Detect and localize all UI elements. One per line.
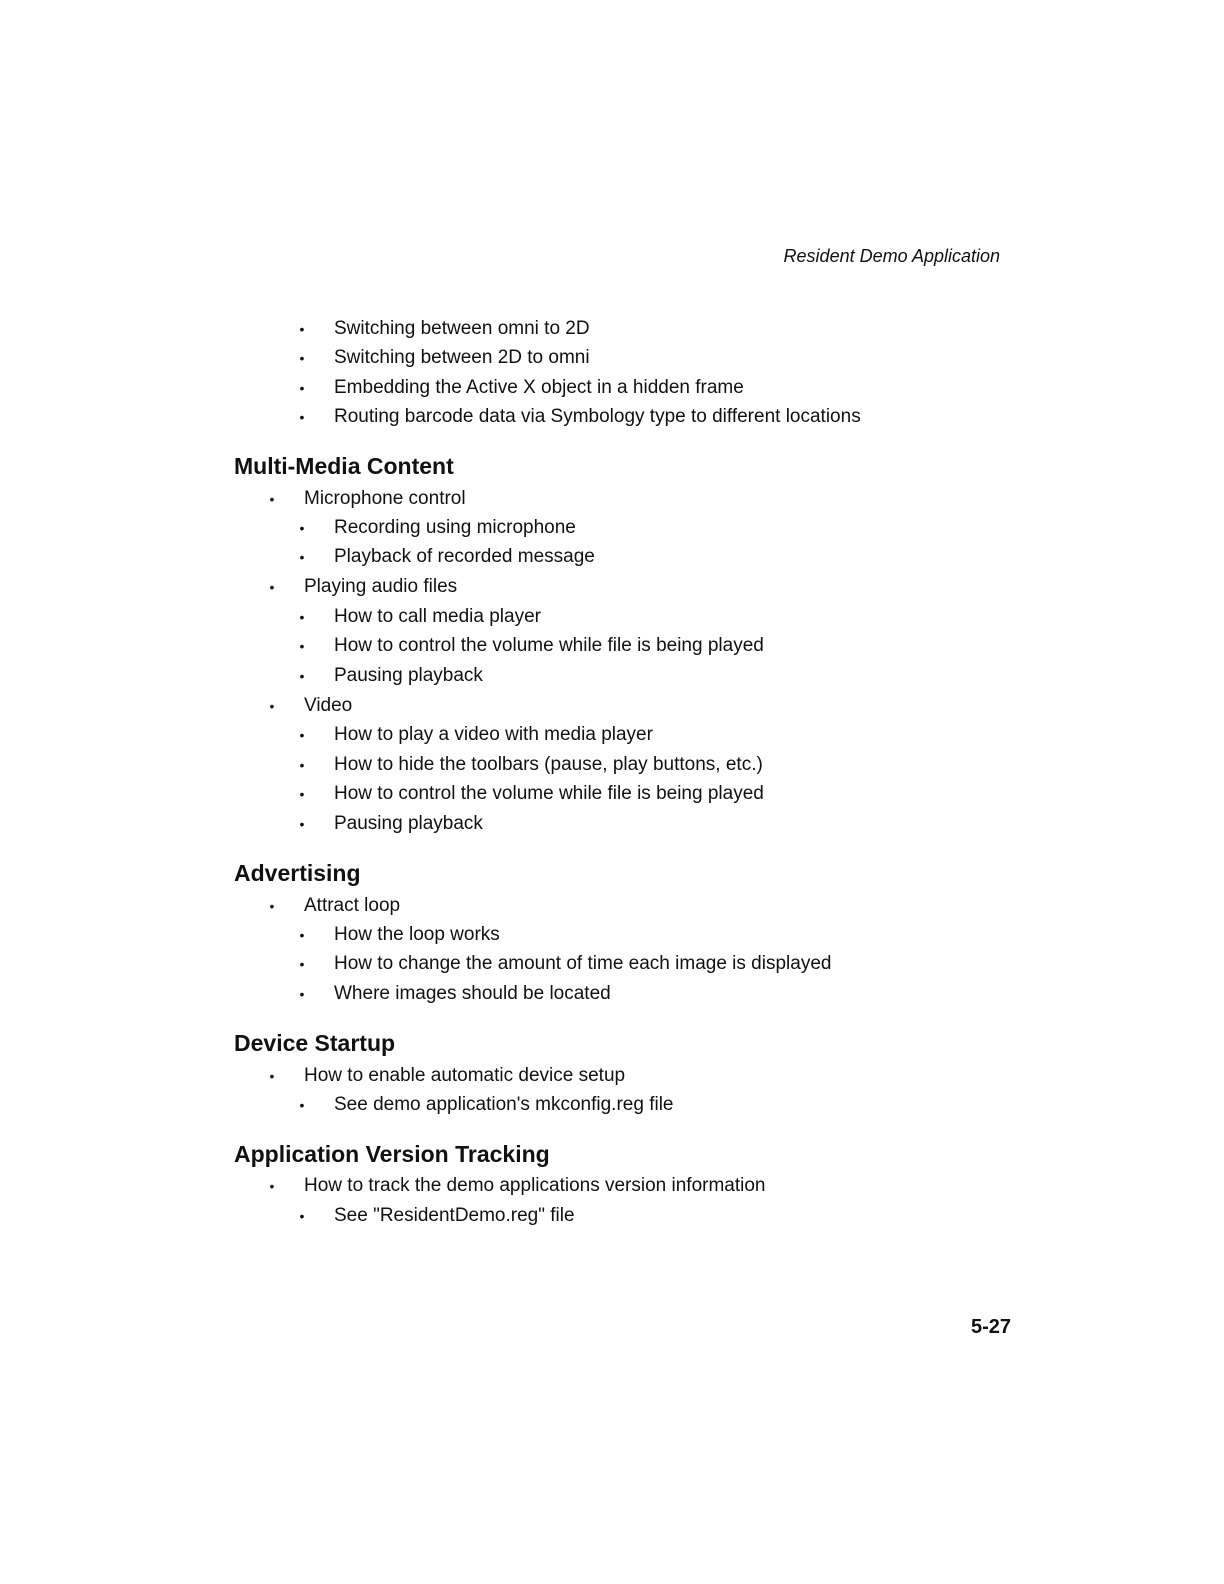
bullet-icon: • <box>299 956 305 972</box>
bullet-icon: • <box>299 638 305 654</box>
bullet-icon: • <box>269 579 275 595</box>
bullet-icon: • <box>269 1068 275 1084</box>
section-title-device-startup: Device Startup <box>234 1030 396 1056</box>
bullet-icon: • <box>299 1208 305 1224</box>
bullet-icon: • <box>299 757 305 773</box>
bullet-icon: • <box>269 1178 275 1194</box>
running-header: Resident Demo Application <box>783 246 1000 266</box>
bullet-icon: • <box>299 321 305 337</box>
bullet-icon: • <box>269 898 275 914</box>
bullet-icon: • <box>269 491 275 507</box>
bullet-icon: • <box>269 698 275 714</box>
bullet-icon: • <box>299 927 305 943</box>
section-title-advertising: Advertising <box>234 860 361 886</box>
bullet-icon: • <box>299 986 305 1002</box>
bullet-icon: • <box>299 380 305 396</box>
bullet-icon: • <box>299 549 305 565</box>
page-number: 5-27 <box>970 1316 1011 1338</box>
bullet-icon: • <box>299 668 305 684</box>
section-title-multi-media: Multi-Media Content <box>234 453 454 479</box>
bullet-icon: • <box>299 409 305 425</box>
bullet-icon: • <box>299 727 305 743</box>
bullet-icon: • <box>299 786 305 802</box>
section-title-version-tracking: Application Version Tracking <box>234 1141 550 1167</box>
bullet-icon: • <box>299 816 305 832</box>
bullet-icon: • <box>299 1097 305 1113</box>
bullet-icon: • <box>299 609 305 625</box>
bullet-icon: • <box>299 350 305 366</box>
bullet-icon: • <box>299 520 305 536</box>
